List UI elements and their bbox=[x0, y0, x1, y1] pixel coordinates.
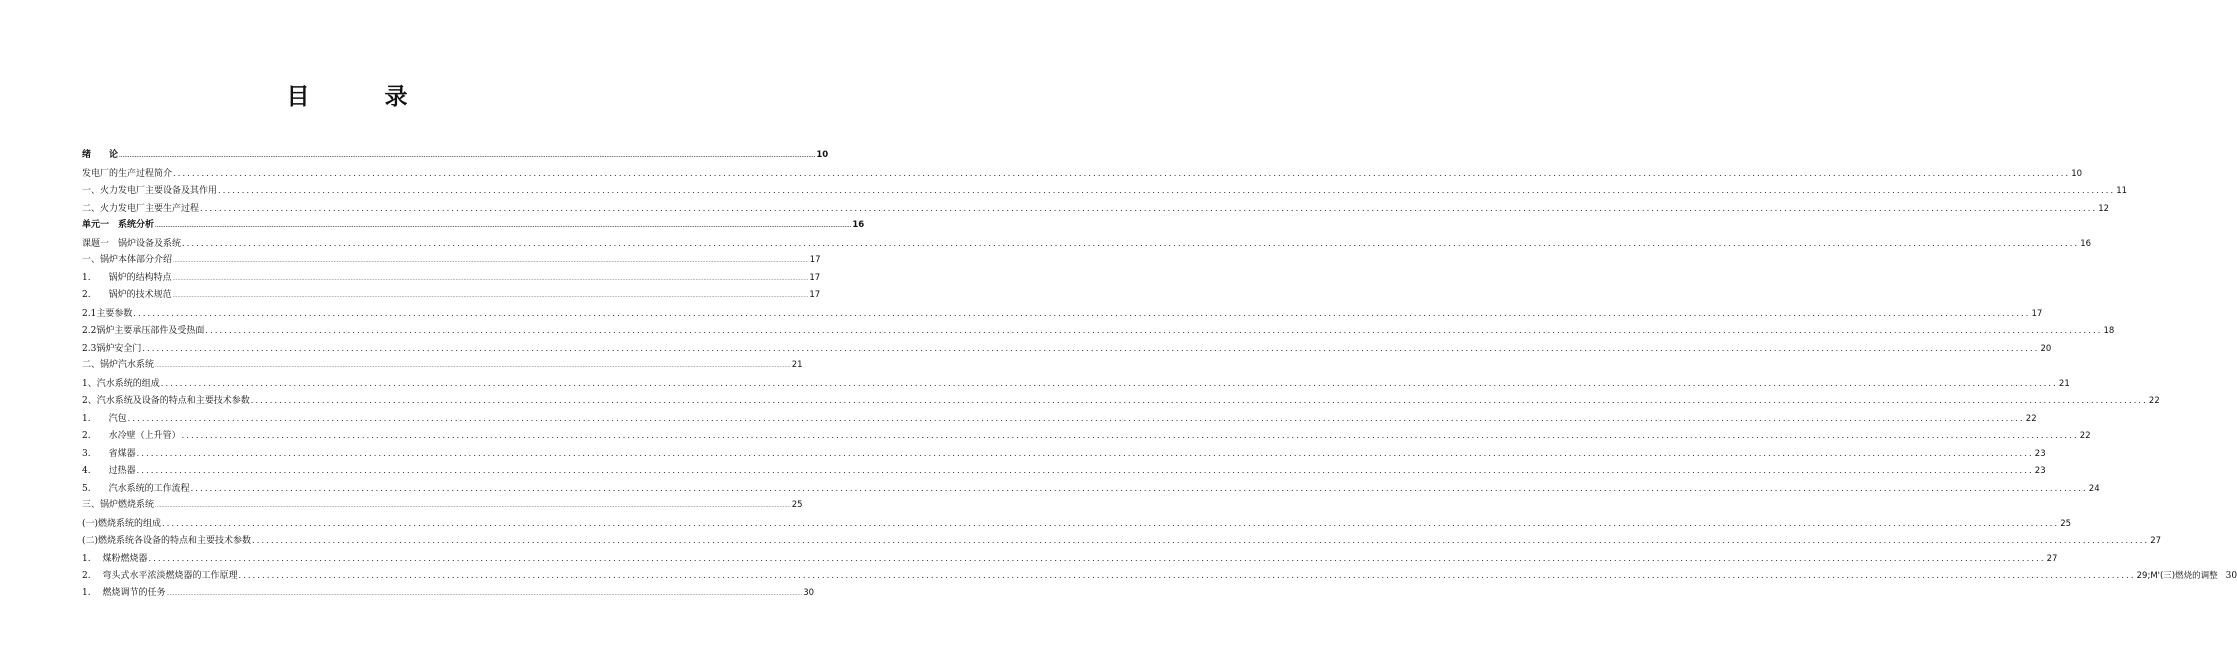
toc-dot-leader: ................................................................................................................................................................................................................................................................................................................................................................................................................ bbox=[136, 466, 2034, 475]
toc-entry-label: 1、汽水系统的组成 bbox=[82, 378, 160, 389]
toc-entry[interactable] bbox=[82, 497, 803, 515]
toc-entry-label: 一、锅炉本体部分介绍 bbox=[82, 255, 173, 265]
toc-entry-trailing-page-number: 30 bbox=[2225, 571, 2237, 581]
toc-entry-page-number: 16 bbox=[852, 220, 865, 230]
toc-dot-leader: ................................................................................................................................................................................................................................................................................................................................................................................................................ bbox=[148, 553, 2046, 563]
toc-entry[interactable] bbox=[82, 550, 2058, 568]
toc-entry[interactable] bbox=[82, 322, 2115, 340]
toc-entry-page-number: 23 bbox=[2034, 466, 2046, 476]
toc-entry-page-number: 10 bbox=[2071, 168, 2083, 179]
toc-dot-leader: ................................................................................................................................................................................................................................................................................................................................................................................................................ bbox=[162, 518, 2060, 528]
toc-dot-leader: ................................................................................................................................................................................................................................................................................................................................................................................................................ bbox=[252, 536, 2150, 545]
toc-entry-page-number: 30 bbox=[803, 587, 815, 598]
toc-dot-leader: ................................................................................................................................................................................................................................................................................................................................................................................................................ bbox=[181, 431, 2079, 440]
toc-dot-leader: ................................................................................................................................................................................................................................................................................................................................................................................................................ bbox=[160, 378, 2058, 388]
toc-entry-page-number: 20 bbox=[2040, 343, 2052, 354]
toc-entry-label: 二、锅炉汽水系统 bbox=[82, 360, 155, 370]
toc-dot-leader: ................................................................................................................................................................................................................................................................................................................................................................................................................ bbox=[127, 413, 2025, 423]
toc-entry-page-number: 11 bbox=[2116, 186, 2128, 196]
toc-entry-page-number: 22 bbox=[2025, 413, 2037, 424]
toc-entry-page-number: 17 bbox=[2031, 308, 2043, 319]
toc-entry-label: 单元一 系统分析 bbox=[82, 220, 155, 230]
toc-entry[interactable] bbox=[82, 480, 2100, 498]
toc-entry[interactable] bbox=[82, 287, 821, 305]
toc-entry-page-number: 24 bbox=[2088, 483, 2100, 494]
toc-dot-leader: ................................................................................................................................................................................................................................................................................................................................................................................................................ bbox=[250, 396, 2148, 405]
toc-dot-leader: ................................................................................................................................................................................................................................................................................................................................................................................................................ bbox=[190, 483, 2088, 493]
toc-entry-label: 发电厂的生产过程简介 bbox=[82, 168, 173, 179]
toc-entry-page-number: 18 bbox=[2103, 326, 2115, 336]
toc-entry[interactable] bbox=[82, 357, 803, 375]
toc-entry-label: 3. 省煤器 bbox=[82, 448, 136, 459]
toc-entry-label: 1. 燃烧调节的任务 bbox=[82, 587, 166, 598]
toc-dot-leader: ................................................................................................................................................................................................................................................................................................................................................................................................................ bbox=[172, 293, 809, 299]
toc-entry-label: 1. 锅炉的结构特点 bbox=[82, 272, 172, 283]
toc-entry[interactable] bbox=[82, 252, 821, 270]
toc-entry[interactable] bbox=[82, 200, 2110, 218]
toc-entry-label: 绪 论 bbox=[82, 150, 119, 160]
toc-entry-label: 二、火力发电厂主要生产过程 bbox=[82, 203, 200, 214]
toc-entry[interactable] bbox=[82, 392, 2160, 410]
toc-entry[interactable] bbox=[82, 445, 2046, 463]
toc-entry[interactable] bbox=[82, 515, 2072, 533]
toc-dot-leader: ................................................................................................................................................................................................................................................................................................................................................................................................................ bbox=[166, 590, 803, 597]
toc-entry[interactable] bbox=[82, 532, 2162, 550]
toc-entry-page-number: 25 bbox=[791, 500, 803, 510]
toc-dot-leader: ................................................................................................................................................................................................................................................................................................................................................................................................................ bbox=[238, 571, 2136, 580]
table-of-contents bbox=[82, 147, 2237, 602]
toc-dot-leader: ................................................................................................................................................................................................................................................................................................................................................................................................................ bbox=[119, 153, 816, 159]
toc-entry[interactable] bbox=[82, 585, 815, 603]
toc-entry-label: 1. 煤粉燃烧器 bbox=[82, 553, 148, 564]
toc-entry-label: 1. 汽包 bbox=[82, 413, 127, 424]
toc-dot-leader: ................................................................................................................................................................................................................................................................................................................................................................................................................ bbox=[173, 168, 2071, 178]
toc-dot-leader: ................................................................................................................................................................................................................................................................................................................................................................................................................ bbox=[218, 186, 2116, 195]
toc-entry[interactable] bbox=[82, 165, 2083, 183]
toc-entry[interactable] bbox=[82, 427, 2091, 445]
toc-entry-page-number: 22 bbox=[2148, 396, 2160, 406]
toc-dot-leader: ................................................................................................................................................................................................................................................................................................................................................................................................................ bbox=[182, 238, 2080, 248]
toc-entry-page-number: 17 bbox=[809, 272, 821, 283]
toc-dot-leader: ................................................................................................................................................................................................................................................................................................................................................................................................................ bbox=[173, 258, 809, 264]
toc-entry-page-number: 16 bbox=[2080, 238, 2092, 249]
toc-entry-page-number: 21 bbox=[2058, 378, 2070, 389]
toc-entry-label: (二)燃烧系统各设备的特点和主要技术参数 bbox=[82, 536, 252, 546]
toc-entry-label: 2. 弯头式水平浓淡燃烧器的工作原理 bbox=[82, 571, 238, 581]
toc-entry-page-number: 10 bbox=[816, 150, 829, 160]
toc-dot-leader: ................................................................................................................................................................................................................................................................................................................................................................................................................ bbox=[142, 343, 2040, 353]
toc-entry-page-number: 27 bbox=[2046, 553, 2058, 564]
toc-dot-leader: ................................................................................................................................................................................................................................................................................................................................................................................................................ bbox=[172, 275, 809, 282]
toc-dot-leader: ................................................................................................................................................................................................................................................................................................................................................................................................................ bbox=[155, 363, 791, 369]
toc-entry-label: 2. 锅炉的技术规范 bbox=[82, 290, 172, 300]
toc-entry-page-number: 22 bbox=[2079, 431, 2091, 441]
toc-entry-page-number: 12 bbox=[2098, 203, 2110, 214]
toc-entry-page-number: 29;M'(三)燃烧的调整 bbox=[2136, 571, 2218, 581]
toc-dot-leader: ................................................................................................................................................................................................................................................................................................................................................................................................................ bbox=[133, 308, 2031, 318]
toc-entry-label: 4. 过热器 bbox=[82, 466, 136, 476]
toc-entry-page-number: 17 bbox=[809, 290, 821, 300]
toc-entry[interactable] bbox=[82, 410, 2037, 428]
toc-entry-label: 2.3锅炉安全门 bbox=[82, 343, 142, 354]
toc-entry-label: 2、汽水系统及设备的特点和主要技术参数 bbox=[82, 396, 250, 406]
toc-entry-label: 5. 汽水系统的工作流程 bbox=[82, 483, 190, 494]
toc-entry-label: 课题一 锅炉设备及系统 bbox=[82, 238, 182, 249]
toc-entry[interactable] bbox=[82, 235, 2092, 253]
toc-entry[interactable] bbox=[82, 462, 2046, 480]
toc-dot-leader: ................................................................................................................................................................................................................................................................................................................................................................................................................ bbox=[200, 203, 2098, 213]
toc-entry-page-number: 27 bbox=[2150, 536, 2162, 546]
toc-entry[interactable] bbox=[82, 270, 821, 288]
toc-entry[interactable] bbox=[82, 217, 865, 235]
toc-dot-leader: ................................................................................................................................................................................................................................................................................................................................................................................................................ bbox=[155, 503, 791, 509]
toc-entry-label: 2.2锅炉主要承压部件及受热面 bbox=[82, 326, 205, 336]
toc-entry[interactable] bbox=[82, 305, 2043, 323]
toc-entry[interactable] bbox=[82, 147, 829, 165]
toc-entry-label: 2. 水冷壁（上升管） bbox=[82, 431, 181, 441]
toc-dot-leader: ................................................................................................................................................................................................................................................................................................................................................................................................................ bbox=[205, 326, 2103, 335]
toc-entry[interactable] bbox=[82, 567, 2237, 585]
toc-entry-label: 2.1主要参数 bbox=[82, 308, 133, 319]
toc-entry[interactable] bbox=[82, 375, 2070, 393]
toc-entry-page-number: 23 bbox=[2034, 448, 2046, 459]
toc-entry-page-number: 25 bbox=[2060, 518, 2072, 529]
toc-dot-leader: ................................................................................................................................................................................................................................................................................................................................................................................................................ bbox=[155, 223, 852, 229]
toc-entry-label: 一、火力发电厂主要设备及其作用 bbox=[82, 186, 218, 196]
toc-entry-page-number: 21 bbox=[791, 360, 803, 370]
toc-entry[interactable] bbox=[82, 340, 2052, 358]
page-title: 目 录 bbox=[286, 84, 434, 110]
toc-dot-leader: ................................................................................................................................................................................................................................................................................................................................................................................................................ bbox=[136, 448, 2034, 458]
toc-entry-label: 三、锅炉燃烧系统 bbox=[82, 500, 155, 510]
toc-entry[interactable] bbox=[82, 182, 2128, 200]
toc-entry-label: (一)燃烧系统的组成 bbox=[82, 518, 162, 529]
toc-entry-page-number: 17 bbox=[809, 255, 821, 265]
